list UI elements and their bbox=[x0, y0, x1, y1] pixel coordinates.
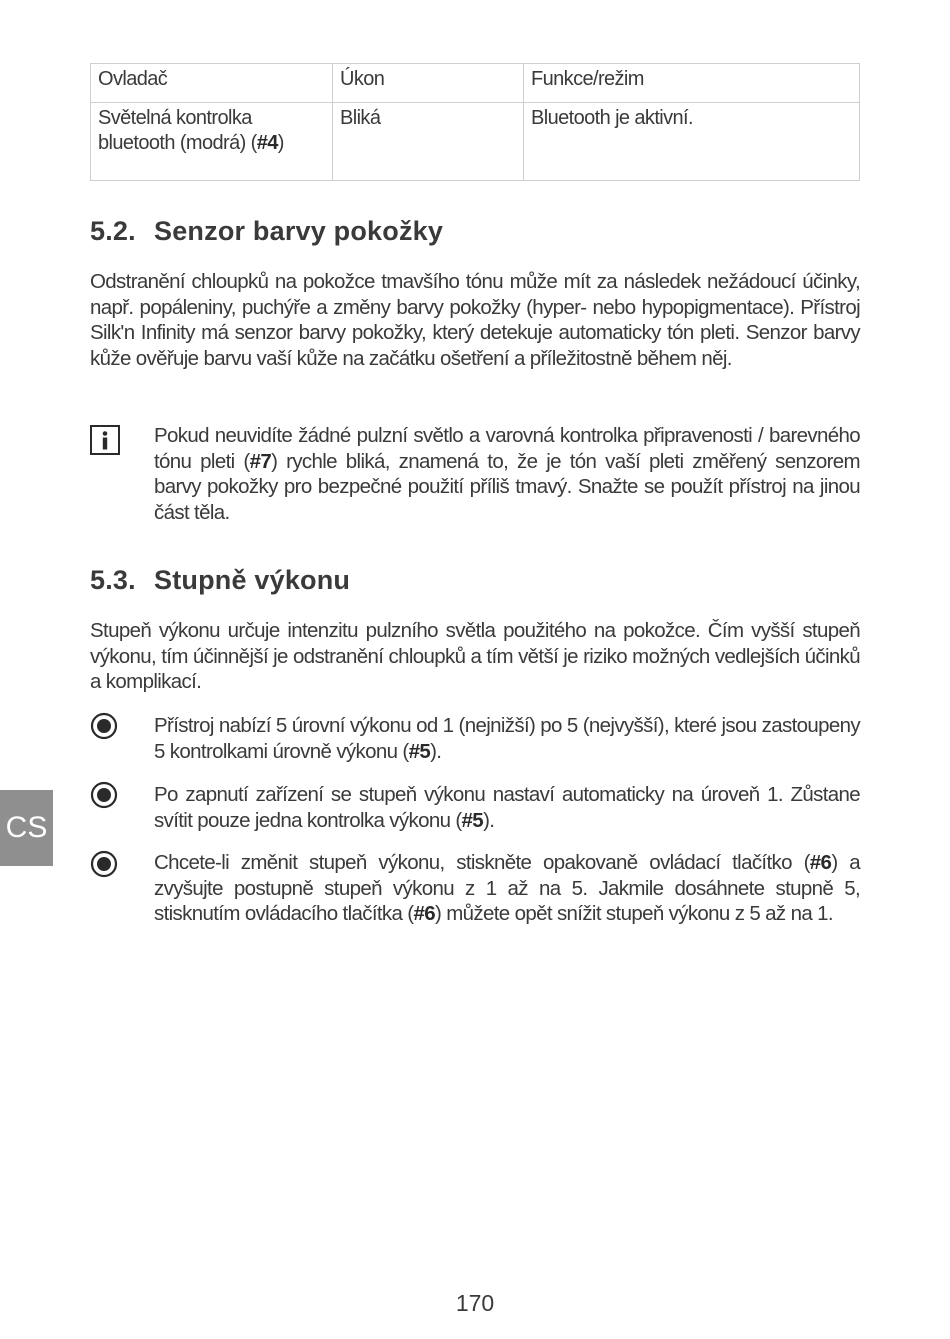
list-item-text: Chcete-li změnit stupeň výkonu, stiskněte opakovaně ovládací tlačítko ( bbox=[154, 851, 810, 874]
table-header-row bbox=[91, 64, 860, 103]
note-text-end: ) rychle bliká, znamená to, že je tón vaší pleti změřený senzorem barvy pokožky pro bezpečné použití příliš tmavý. Snažte se použít přístroj na jinou část těla. bbox=[154, 449, 860, 524]
table-header-cell: Funkce/režim bbox=[524, 64, 860, 103]
note-reference: #7 bbox=[249, 449, 272, 473]
list-item-reference: #5 bbox=[461, 808, 484, 832]
section-number: 5.3. bbox=[90, 565, 136, 595]
list-item-text-end: ). bbox=[430, 739, 442, 763]
table-cell-function: Bluetooth je aktivní. bbox=[524, 103, 860, 181]
radio-bullet-icon bbox=[90, 712, 118, 740]
controls-table bbox=[90, 63, 860, 181]
section-title: Stupně výkonu bbox=[154, 565, 351, 595]
list-item-text: Přístroj nabízí 5 úrovní výkonu od 1 (nejnižší) po 5 (nejvyšší), které jsou zastoupeny 5 kontrolkami úrovně výkonu ( bbox=[154, 714, 860, 763]
radio-bullet-icon bbox=[90, 781, 118, 809]
list-item-text-end: ). bbox=[483, 808, 495, 832]
list-item-reference: #5 bbox=[408, 739, 431, 763]
table-cell-action: Bliká bbox=[333, 103, 524, 181]
section-heading-skin-sensor bbox=[90, 216, 443, 247]
power-levels-paragraph: Stupeň výkonu určuje intenzitu pulzního světla použitého na pokožce. Čím vyšší stupeň výkonu, tím účinnější je odstranění chloupků a tím větší je riziko možných vedlejších účinků a komplikací. bbox=[90, 619, 860, 693]
language-tab: CS bbox=[0, 790, 53, 866]
section-title: Senzor barvy pokožky bbox=[154, 216, 444, 246]
page-number: 170 bbox=[455, 1290, 495, 1316]
list-item-text-end: ) můžete opět snížit stupeň výkonu z 5 až na 1. bbox=[435, 902, 833, 925]
control-reference: #4 bbox=[256, 132, 278, 154]
list-item bbox=[154, 713, 860, 764]
info-icon bbox=[90, 425, 120, 455]
list-item-text: Po zapnutí zařízení se stupeň výkonu nastaví automaticky na úroveň 1. Zůstane svítit pouze jedna kontrolka výkonu ( bbox=[154, 783, 860, 832]
list-item-reference-2: #6 bbox=[413, 902, 435, 925]
info-note bbox=[154, 423, 860, 525]
list-item-reference: #6 bbox=[809, 851, 832, 874]
list-item bbox=[154, 782, 860, 833]
table-header-cell: Ovladač bbox=[91, 64, 333, 103]
list-item-text-middle: ) a zvyšujte postupně stupeň výkonu z 1 až na 5. Jakmile dosáhnete stupně 5, stisknutím ovládacího tlačítka ( bbox=[154, 851, 860, 925]
table-row bbox=[91, 103, 860, 181]
radio-bullet-icon bbox=[90, 850, 118, 878]
table-cell-control bbox=[91, 103, 333, 181]
note-text: Pokud neuvidíte žádné pulzní světlo a varovná kontrolka připravenosti / barevného tónu pleti ( bbox=[154, 424, 860, 473]
section-number: 5.2. bbox=[90, 216, 136, 246]
list-item bbox=[154, 850, 860, 927]
control-text: Světelná kontrolka bluetooth (modrá) ( bbox=[98, 107, 257, 154]
section-heading-power-levels bbox=[90, 565, 350, 596]
control-text-end: ) bbox=[277, 132, 284, 154]
skin-sensor-paragraph: Odstranění chloupků na pokožce tmavšího tónu může mít za následek nežádoucí účinky, např. popáleniny, puchýře a změny barvy pokožky (hyper- nebo hypopigmentace). Přístroj Silk'n Infinity má senzor barvy pokožky, který detekuje automaticky tón pleti. Senzor barvy kůže ověřuje barvu vaší kůže na začátku ošetření a příležitostně během něj. bbox=[90, 270, 860, 370]
table-header-cell: Úkon bbox=[333, 64, 524, 103]
